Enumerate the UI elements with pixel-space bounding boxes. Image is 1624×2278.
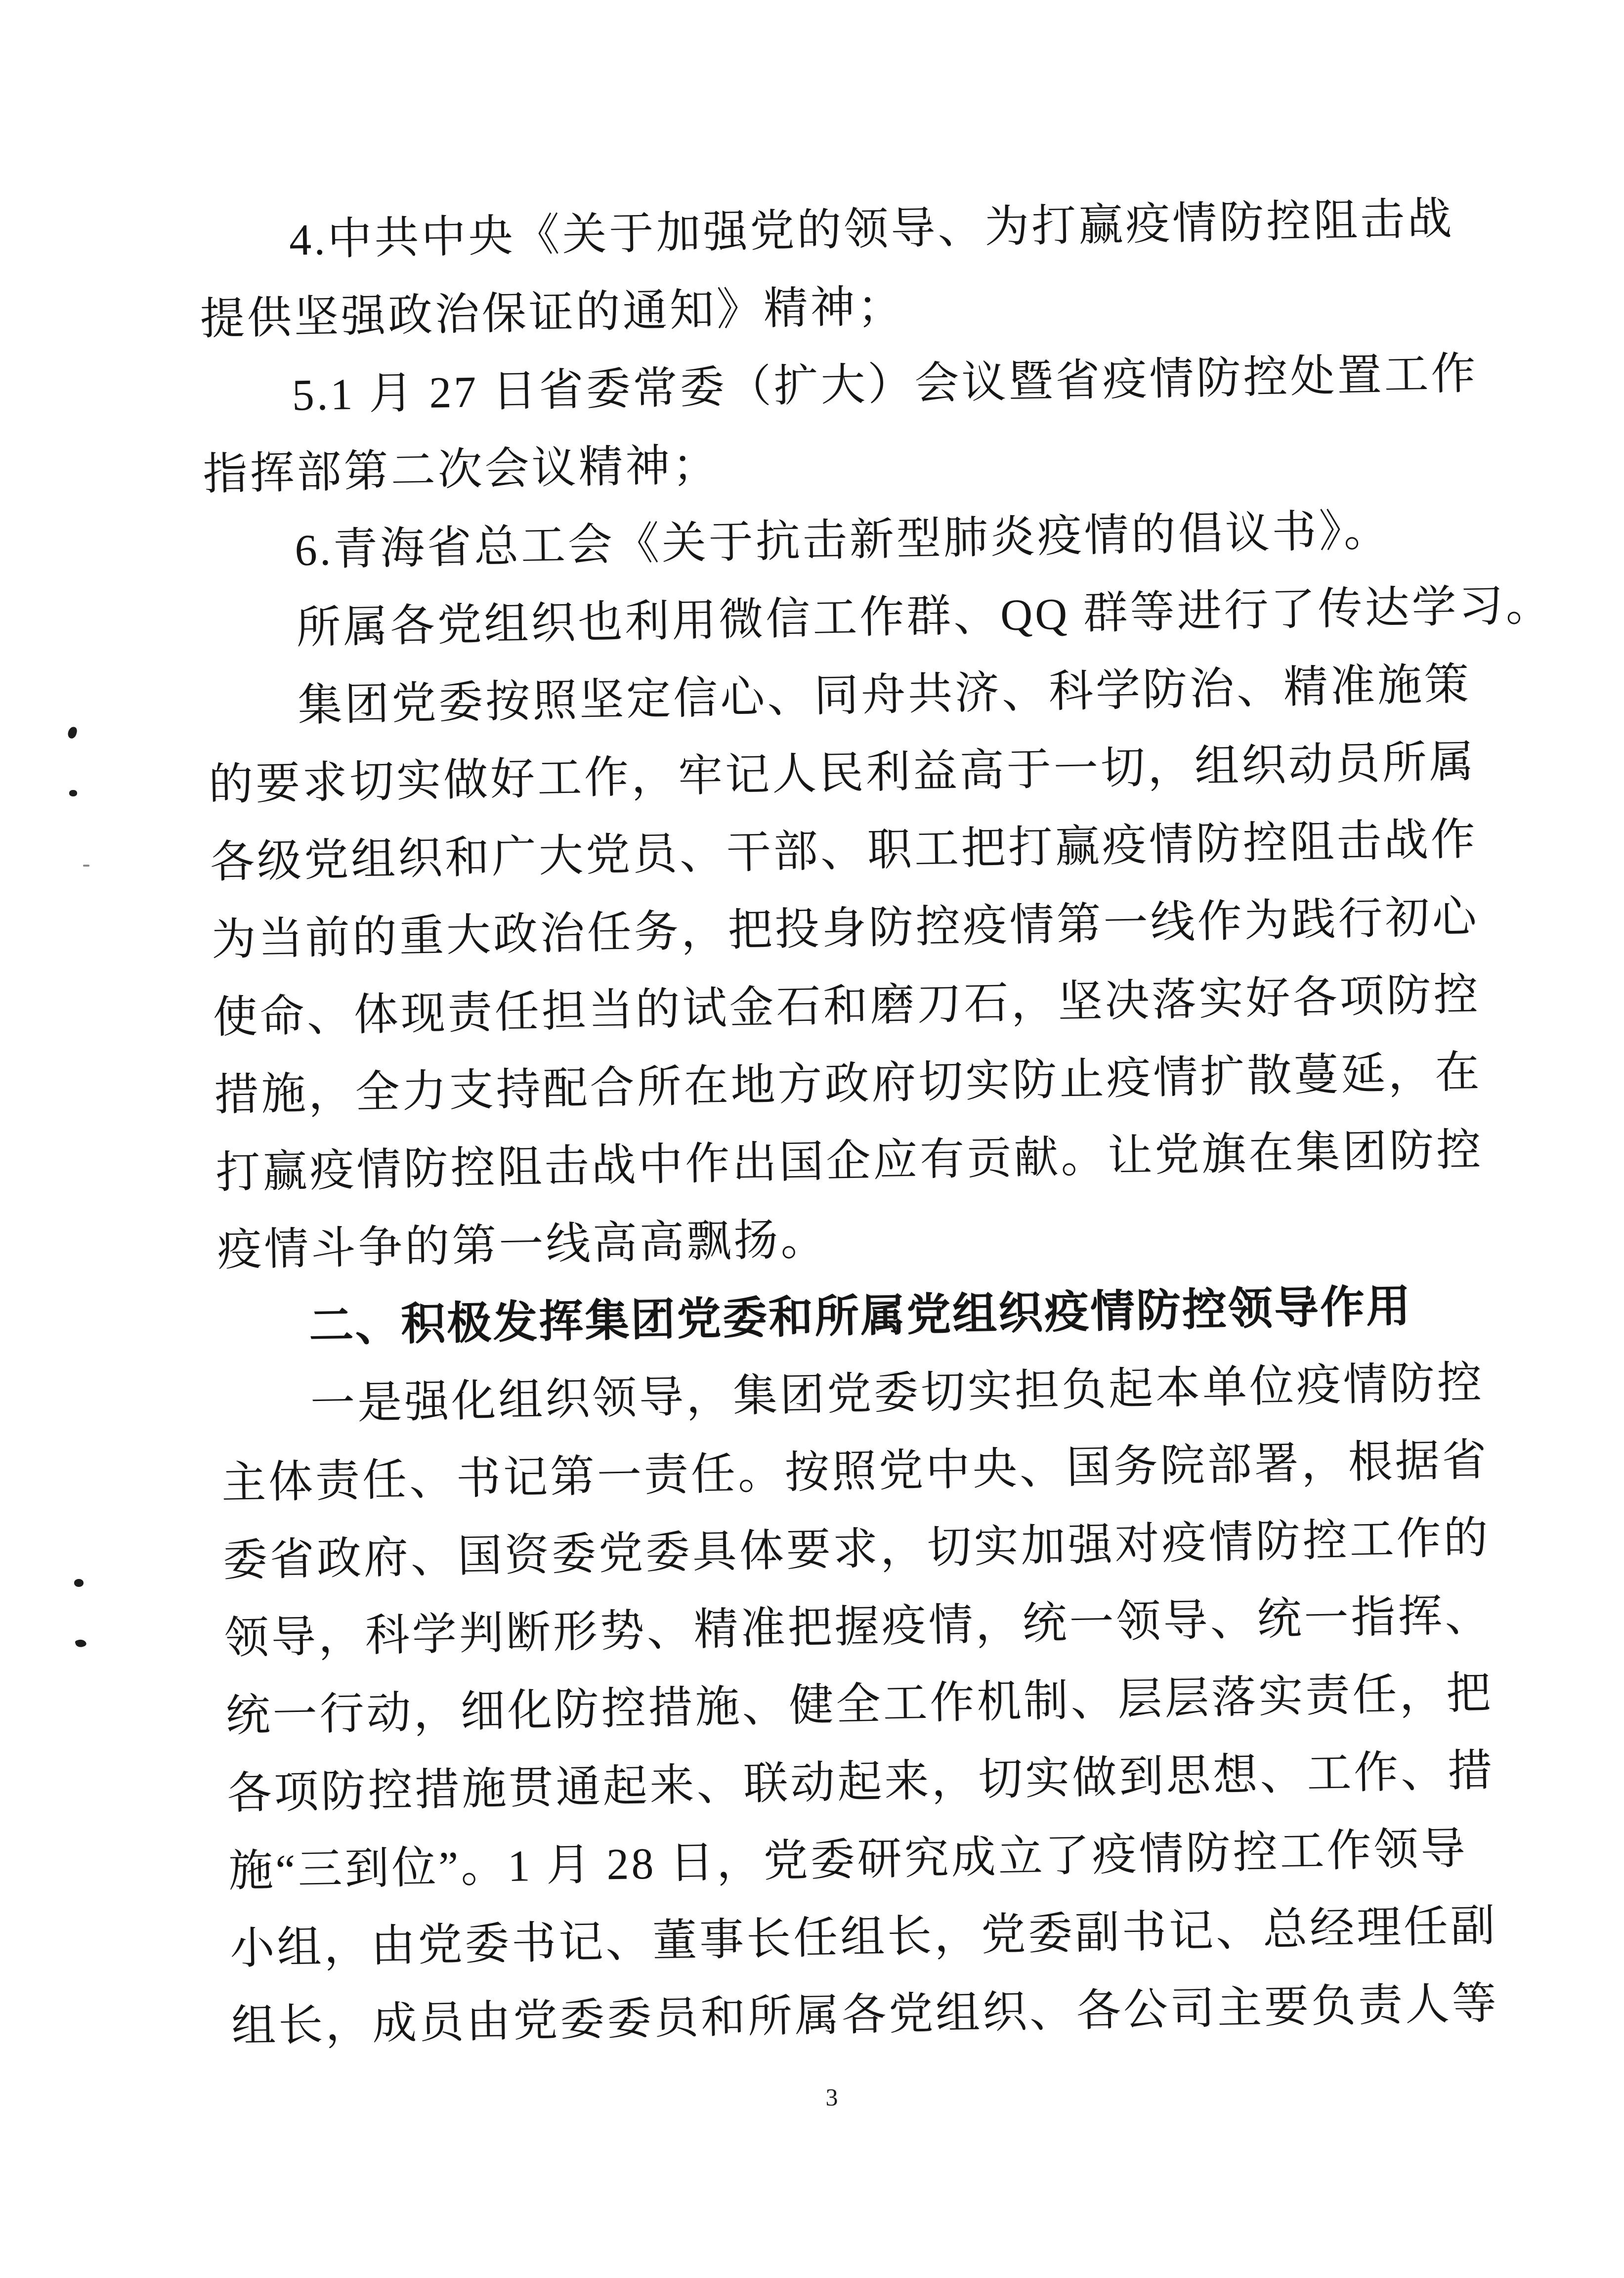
page-number: 3 xyxy=(825,2083,838,2111)
text-line: 所属各党组织也利用微信工作群、QQ 群等进行了传达学习。 xyxy=(296,580,1553,653)
text-line: 5.1 月 27 日省委常委（扩大）会议暨省疫情防控处置工作 xyxy=(291,349,1479,420)
text-line: 组长，成员由党委委员和所属各党组织、各公司主要负责人等 xyxy=(231,1979,1499,2052)
scan-speck xyxy=(69,790,77,796)
text-line: 为当前的重大政治任务，把投身防控疫情第一线作为践行初心 xyxy=(211,892,1480,965)
text-line: 各级党组织和广大党员、干部、职工把打赢疫情防控阻击战作 xyxy=(210,815,1478,887)
text-line: 6.青海省总工会《关于抗击新型肺炎疫情的倡议书》。 xyxy=(294,506,1391,575)
text-line: 领导，科学判断形势、精准把握疫情，统一领导、统一指挥、 xyxy=(224,1591,1493,1664)
scan-speck xyxy=(75,1638,87,1649)
section-heading: 二、积极发挥集团党委和所属党组织疫情防控领导作用 xyxy=(308,1281,1412,1352)
document-body xyxy=(198,181,1553,2066)
text-line: 提供坚强政治保证的通知》精神； xyxy=(200,282,905,344)
scan-speck xyxy=(74,1579,84,1587)
text-line: 打赢疫情防控阻击战中作出国企应有贡献。让党旗在集团防控 xyxy=(215,1125,1484,1198)
scan-speck xyxy=(67,726,78,739)
text-line: 统一行动，细化防控措施、健全工作机制、层层落实责任，把 xyxy=(225,1668,1494,1741)
text-line: 各项防控措施贯通起来、联动起来，切实做到思想、工作、措 xyxy=(226,1746,1496,1819)
text-line: 集团党委按照坚定信心、同舟共济、科学防治、精准施策 xyxy=(297,659,1472,731)
text-line: 施“三到位”。1 月 28 日，党委研究成立了疫情防控工作领导 xyxy=(228,1824,1468,1896)
text-line: 小组，由党委书记、董事长任组长，党委副书记、总经理任副 xyxy=(229,1901,1498,1974)
text-line: 委省政府、国资委党委具体要求，切实加强对疫情防控工作的 xyxy=(222,1513,1491,1586)
text-line: 主体责任、书记第一责任。按照党中央、国务院部署，根据省 xyxy=(221,1436,1490,1508)
text-line: 指挥部第二次会议精神； xyxy=(202,440,720,499)
text-line: 措施，全力支持配合所在地方政府切实防止疫情扩散蔓延，在 xyxy=(214,1048,1483,1120)
text-line: 的要求切实做好工作，牢记人民利益高于一切，组织动员所属 xyxy=(208,737,1477,810)
text-line: 一是强化组织领导，集团党委切实担负起本单位疫情防控 xyxy=(310,1358,1485,1429)
text-line: 使命、体现责任担当的试金石和磨刀石，坚决落实好各项防控 xyxy=(212,970,1481,1043)
scan-speck xyxy=(83,865,89,867)
text-line: 疫情斗争的第一线高高飘扬。 xyxy=(216,1215,828,1275)
text-line: 4.中共中央《关于加强党的领导、为打赢疫情防控阻击战 xyxy=(289,194,1455,265)
